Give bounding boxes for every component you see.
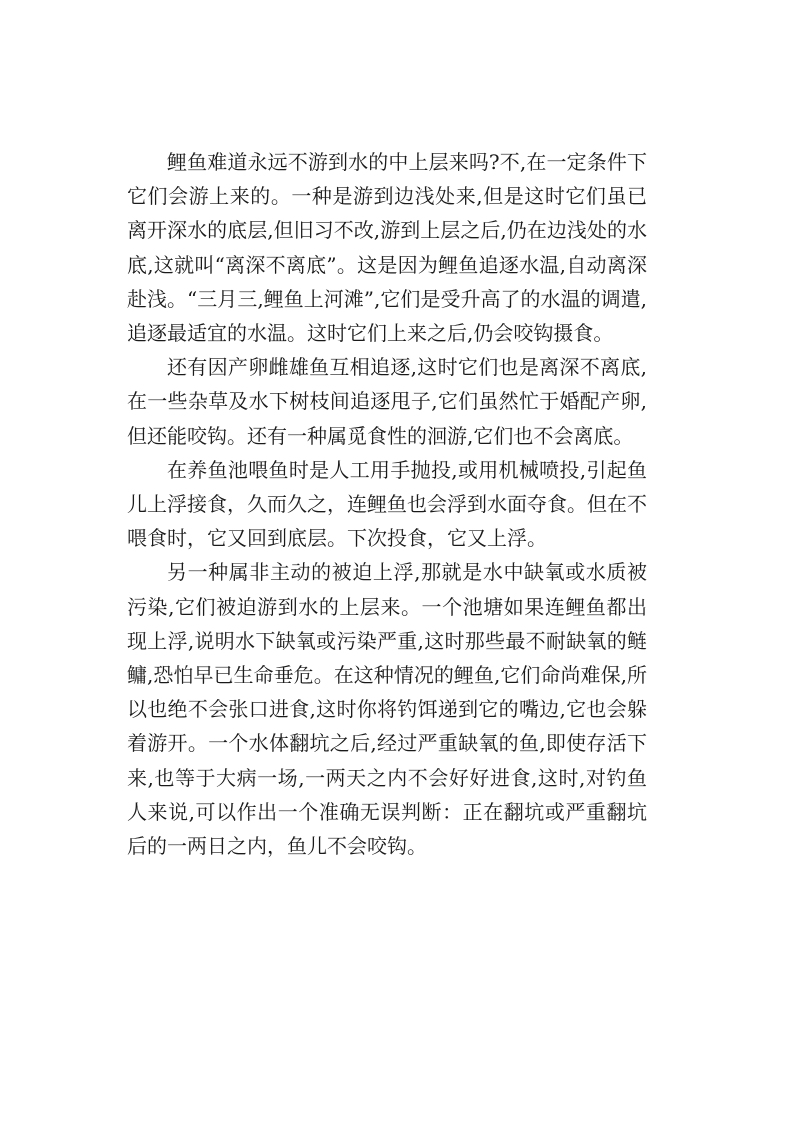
paragraph-1: 鲤鱼难道永远不游到水的中上层来吗?不,在一定条件下它们会游上来的。一种是游到边浅处来,但是这时它们虽已离开深水的底层,但旧习不改,游到上层之后,仍在边浅处的水底,这就叫“离深不离底”。这是因为鲤鱼追逐水温,自动离深赴浅。“三月三,鲤鱼上河滩”,它们是受升高了的水温的调遣,追逐最适宜的水温。这时它们上来之后,仍会咬钩摄食。 — [127, 150, 647, 346]
paragraph-3: 在养鱼池喂鱼时是人工用手抛投,或用机械喷投,引起鱼儿上浮接食，久而久之，连鲤鱼也会浮到水面夺食。但在不喂食时，它又回到底层。下次投食，它又上浮。 — [127, 457, 647, 551]
paragraph-2: 还有因产卵雌雄鱼互相追逐,这时它们也是离深不离底,在一些杂草及水下树枝间追逐甩子,它们虽然忙于婚配产卵,但还能咬钩。还有一种属觅食性的洄游,它们也不会离底。 — [127, 355, 647, 448]
paragraph-4: 另一种属非主动的被迫上浮,那就是水中缺氧或水质被污染,它们被迫游到水的上层来。一个池塘如果连鲤鱼都出现上浮,说明水下缺氧或污染严重,这时那些最不耐缺氧的鲢鳙,恐怕早已生命垂危。在这种情况的鲤鱼,它们命尚难保,所以也绝不会张口进食,这时你将钓饵递到它的嘴边,它也会躲着游开。一个水体翻坑之后,经过严重缺氧的鱼,即使存活下来,也等于大病一场,一两天之内不会好好进食,这时,对钓鱼人来说,可以作出一个准确无误判断：正在翻坑或严重翻坑后的一两日之内，鱼儿不会咬钩。 — [127, 560, 647, 859]
body-text — [127, 145, 647, 863]
